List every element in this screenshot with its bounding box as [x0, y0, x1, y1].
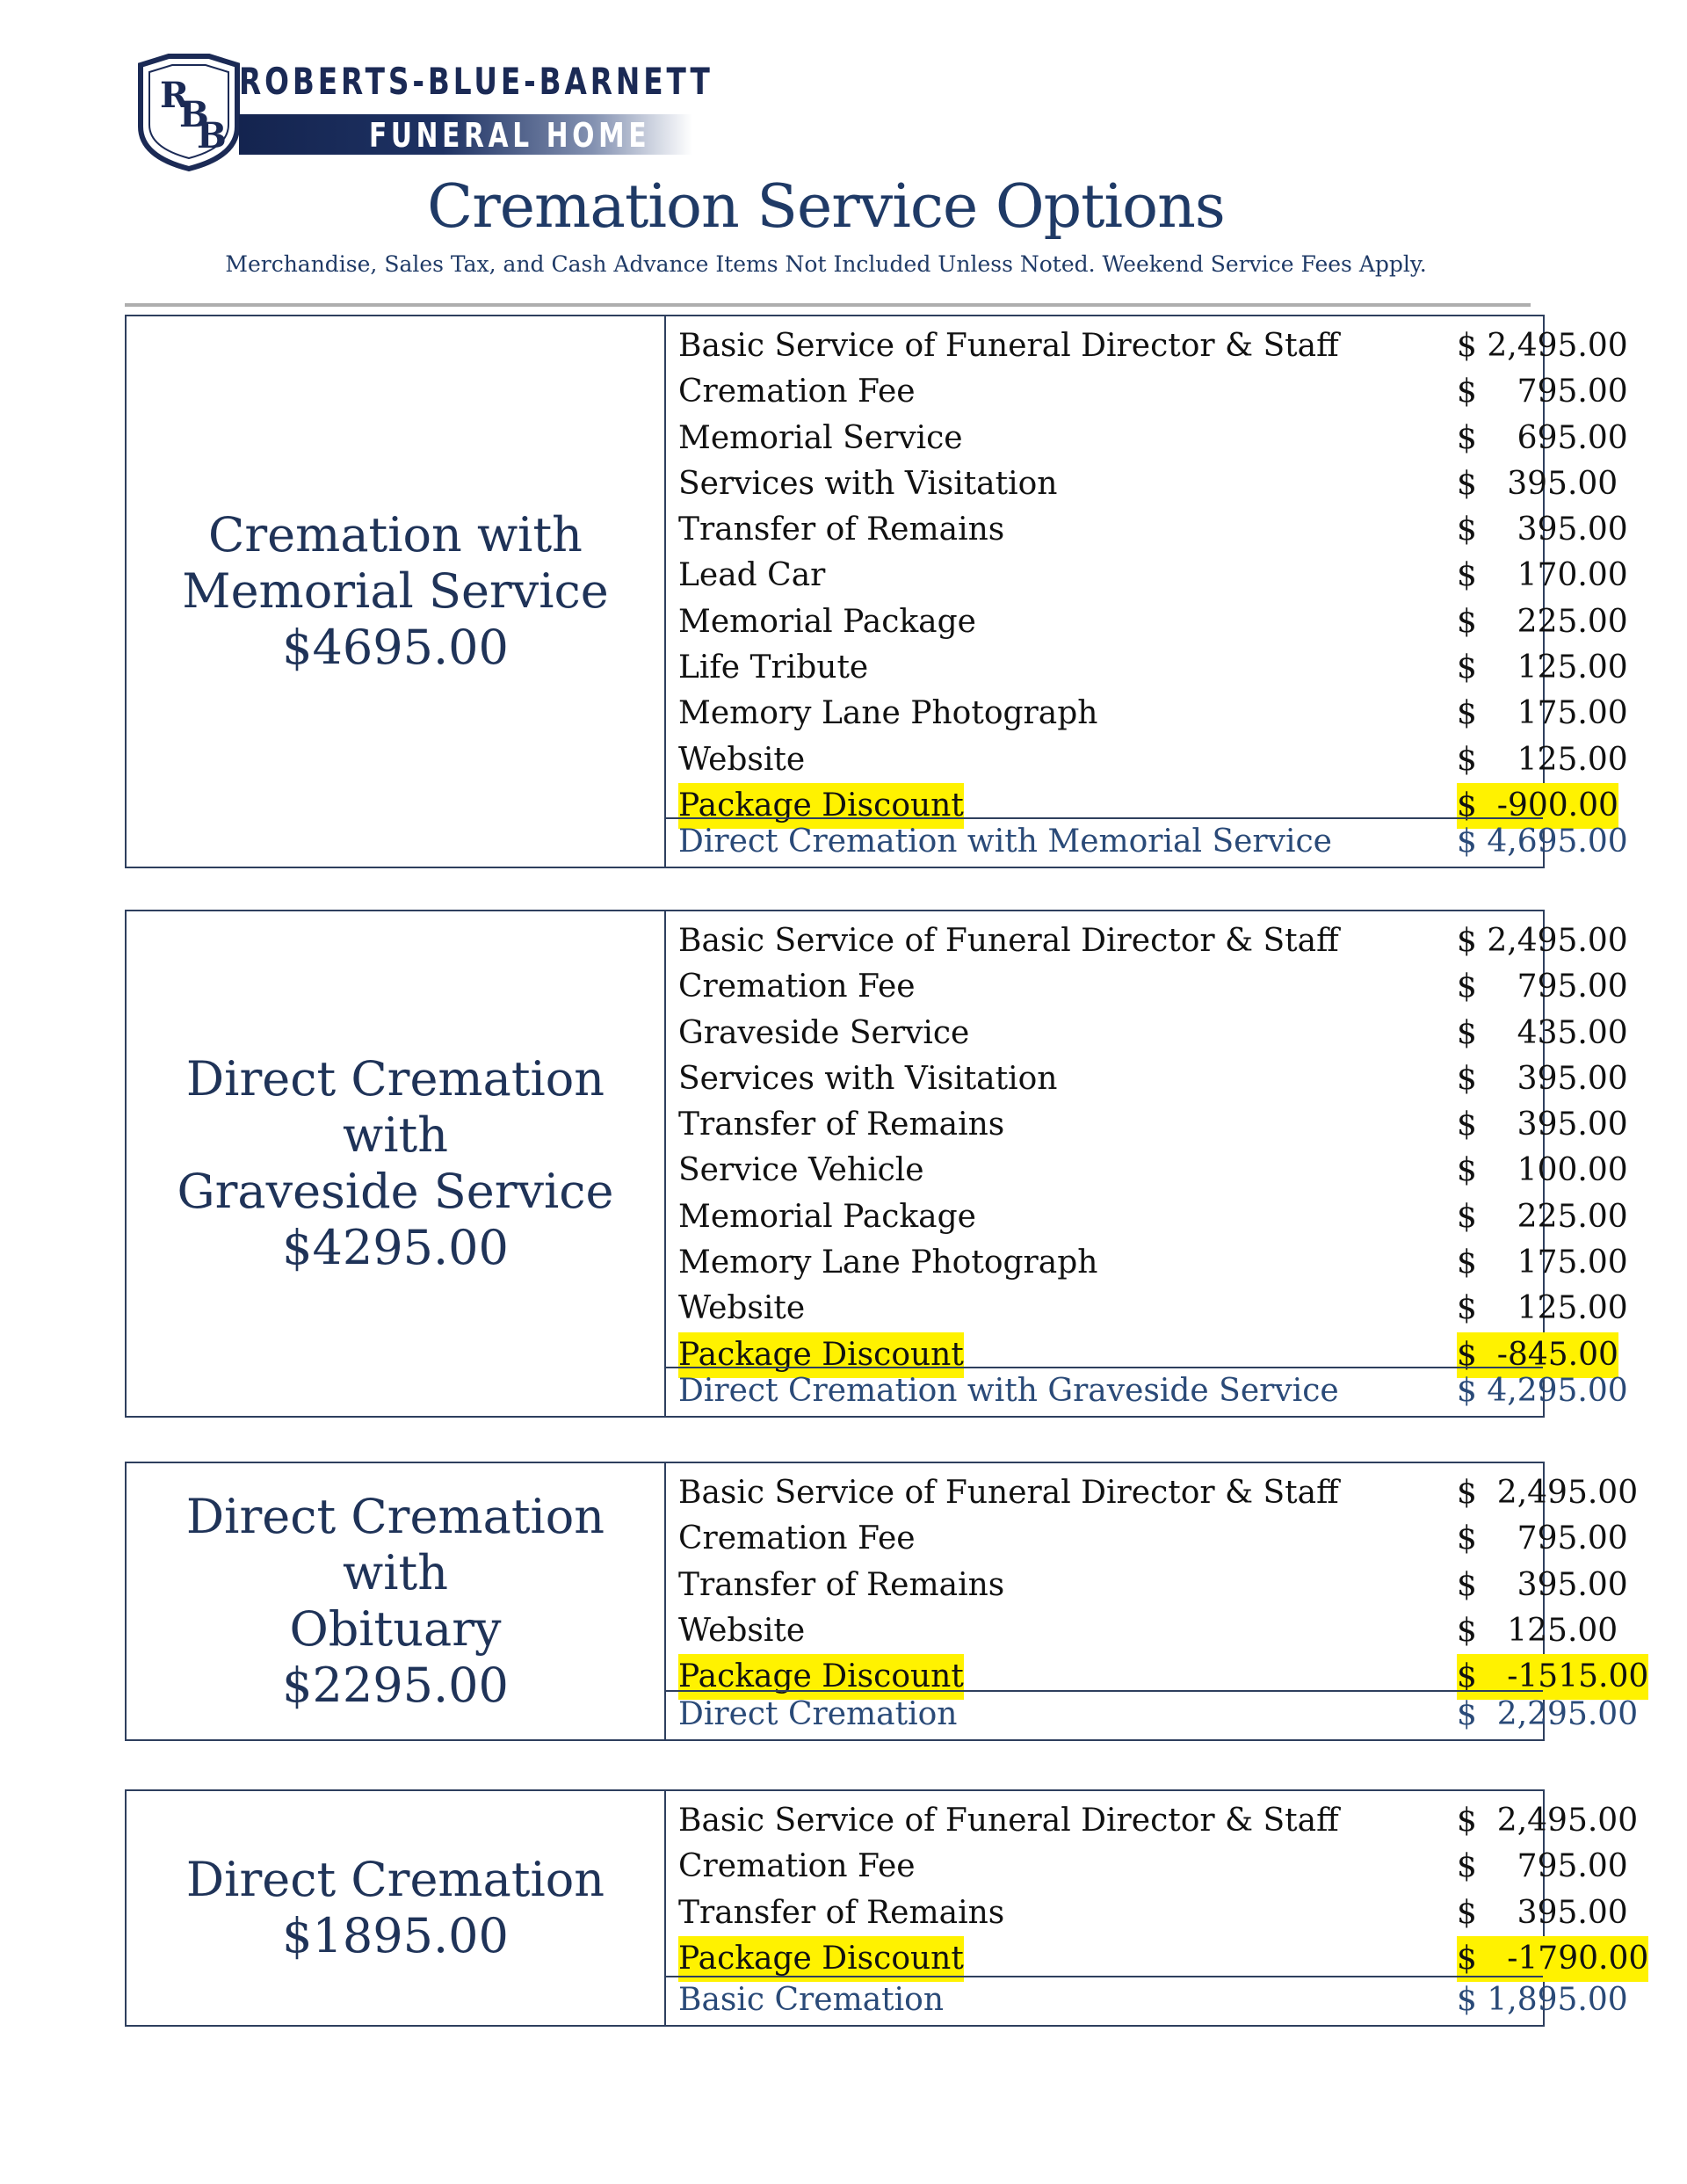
- line-item-amount: $ 795.00: [1457, 374, 1628, 410]
- line-item: [664, 1608, 1618, 1654]
- line-item-label: Cremation Fee: [678, 1848, 916, 1885]
- line-item-amount: $ 435.00: [1457, 1014, 1628, 1051]
- line-item-amount: $ 125.00: [1457, 649, 1628, 686]
- total-label: Direct Cremation with Graveside Service: [678, 1373, 1339, 1409]
- line-item: [664, 323, 1628, 369]
- line-item-label: Cremation Fee: [678, 374, 916, 410]
- line-item-amount: $ 125.00: [1457, 741, 1628, 778]
- line-item-amount: $ 2,495.00: [1457, 1803, 1639, 1839]
- package-total-row: [664, 1367, 1628, 1416]
- line-item-label: Memorial Service: [678, 419, 963, 456]
- line-item-label: Cremation Fee: [678, 1520, 916, 1557]
- line-item-amount: $ 225.00: [1457, 603, 1628, 640]
- line-item: [664, 461, 1618, 507]
- line-item-label: Website: [678, 1290, 806, 1327]
- line-item: [664, 1056, 1628, 1102]
- discount-label: Package Discount: [678, 1332, 964, 1378]
- package-itemization: [664, 1463, 1649, 1739]
- package-summary: [127, 1463, 666, 1739]
- line-item-label: Memory Lane Photograph: [678, 695, 1098, 732]
- brand-name-top: ROBERTS-BLUE-BARNETT: [239, 60, 713, 103]
- discount-label: Package Discount: [678, 1936, 964, 1982]
- line-item: [664, 645, 1628, 691]
- package-total-row: [664, 1690, 1639, 1739]
- package-total-row: [664, 817, 1628, 867]
- line-item-amount: $ 395.00: [1457, 512, 1628, 548]
- line-item: [664, 1563, 1628, 1608]
- line-item-amount: $ 395.00: [1457, 465, 1618, 502]
- line-item-label: Basic Service of Funeral Director & Staff: [678, 328, 1339, 364]
- line-item-amount: $ 125.00: [1457, 1290, 1628, 1327]
- package-title-line: Obituary: [289, 1601, 502, 1657]
- company-logo: [134, 53, 713, 172]
- line-item-label: Lead Car: [678, 557, 826, 594]
- svg-text:B: B: [179, 94, 209, 135]
- total-label: Basic Cremation: [678, 1982, 945, 2018]
- line-item-amount: $ 395.00: [1457, 1060, 1628, 1097]
- line-item-label: Basic Service of Funeral Director & Staff: [678, 1475, 1339, 1511]
- line-item-label: Graveside Service: [678, 1014, 970, 1051]
- total-amount: $ 1,895.00: [1457, 1982, 1628, 2018]
- total-amount: $ 4,295.00: [1457, 1373, 1628, 1409]
- package-price: $4295.00: [282, 1220, 509, 1275]
- line-item-amount: $ 795.00: [1457, 1848, 1628, 1885]
- total-label: Direct Cremation with Memorial Service: [678, 824, 1332, 860]
- line-item: [664, 1011, 1628, 1056]
- line-item-label: Services with Visitation: [678, 1060, 1058, 1097]
- package-price: $1895.00: [282, 1908, 509, 1963]
- package-obituary: [125, 1462, 1649, 1741]
- line-item: [664, 1890, 1628, 1936]
- rbb-shield-icon: [134, 53, 244, 172]
- line-item-label: Memorial Package: [678, 1198, 976, 1235]
- line-item: [664, 1470, 1639, 1516]
- page-title: Cremation Service Options: [427, 172, 1225, 242]
- header-divider: [125, 303, 1531, 307]
- package-itemization: [664, 911, 1628, 1416]
- line-item-amount: $ 395.00: [1457, 1894, 1628, 1931]
- discount-amount: $ -845.00: [1457, 1332, 1618, 1378]
- line-item-amount: $ 170.00: [1457, 557, 1628, 594]
- total-amount: $ 2,295.00: [1457, 1696, 1639, 1732]
- line-item: [664, 1516, 1628, 1562]
- line-item: [664, 737, 1628, 783]
- page-subtitle: Merchandise, Sales Tax, and Cash Advance Items Not Included Unless Noted. Weekend Service Fees Apply.: [225, 251, 1427, 277]
- package-summary: [127, 316, 666, 867]
- line-item: [664, 1240, 1628, 1286]
- package-summary: [127, 1791, 666, 2025]
- line-item-amount: $ 695.00: [1457, 419, 1628, 456]
- total-amount: $ 4,695.00: [1457, 824, 1628, 860]
- line-item-amount: $ 795.00: [1457, 969, 1628, 1005]
- package-summary: [127, 911, 666, 1416]
- discount-label: Package Discount: [678, 783, 964, 829]
- package-direct-cremation: [125, 1789, 1649, 2027]
- line-item-label: Services with Visitation: [678, 465, 1058, 502]
- line-item: [664, 691, 1628, 736]
- line-item-label: Transfer of Remains: [678, 1894, 1005, 1931]
- discount-amount: $ -900.00: [1457, 783, 1618, 829]
- line-item-label: Transfer of Remains: [678, 1107, 1005, 1143]
- package-title-line: Direct Cremation with: [185, 1489, 605, 1600]
- total-label: Direct Cremation: [678, 1696, 958, 1732]
- line-item: [664, 964, 1628, 1010]
- line-item: [664, 416, 1628, 461]
- line-item: [664, 1102, 1628, 1148]
- package-title-line: Memorial Service: [182, 563, 609, 619]
- line-item-label: Cremation Fee: [678, 969, 916, 1005]
- line-item-label: Transfer of Remains: [678, 512, 1005, 548]
- package-title-line: Direct Cremation: [185, 1852, 605, 1907]
- line-item-amount: $ 395.00: [1457, 1566, 1628, 1603]
- discount-amount: $ -1790.00: [1457, 1936, 1648, 1982]
- line-item-amount: $ 795.00: [1457, 1520, 1628, 1557]
- line-item-amount: $ 175.00: [1457, 1244, 1628, 1281]
- line-item: [664, 553, 1628, 599]
- line-item-label: Memorial Package: [678, 603, 976, 640]
- line-item: [664, 369, 1628, 415]
- line-item-amount: $ 175.00: [1457, 695, 1628, 732]
- line-item-label: Memory Lane Photograph: [678, 1244, 1098, 1281]
- line-item: [664, 1194, 1628, 1240]
- package-itemization: [664, 1791, 1649, 2025]
- line-item: [664, 1798, 1639, 1844]
- line-item-label: Website: [678, 1612, 806, 1649]
- package-memorial-service: [125, 315, 1628, 868]
- package-title-line: Cremation with: [208, 507, 583, 562]
- line-item-amount: $ 2,495.00: [1457, 923, 1628, 959]
- line-item: [664, 1148, 1628, 1194]
- line-item-label: Transfer of Remains: [678, 1566, 1005, 1603]
- line-item-label: Service Vehicle: [678, 1152, 924, 1189]
- line-item: [664, 507, 1628, 553]
- line-item: [664, 918, 1628, 964]
- line-item-amount: $ 100.00: [1457, 1152, 1628, 1189]
- package-price: $2295.00: [282, 1658, 509, 1713]
- line-item-label: Life Tribute: [678, 649, 869, 686]
- package-total-row: [664, 1976, 1628, 2025]
- svg-text:B: B: [197, 115, 227, 156]
- package-title-line: Graveside Service: [177, 1164, 614, 1219]
- line-item: [664, 1844, 1628, 1890]
- brand-name-bottom: FUNERAL HOME: [369, 116, 651, 155]
- line-item: [664, 599, 1628, 645]
- discount-label: Package Discount: [678, 1654, 964, 1700]
- package-price: $4695.00: [282, 620, 509, 675]
- package-title-line: Direct Cremation with: [185, 1051, 605, 1163]
- line-item-amount: $ 2,495.00: [1457, 328, 1628, 364]
- line-item-label: Basic Service of Funeral Director & Staff: [678, 1803, 1339, 1839]
- line-item-amount: $ 225.00: [1457, 1198, 1628, 1235]
- svg-text:R: R: [160, 75, 190, 116]
- line-item-label: Basic Service of Funeral Director & Staff: [678, 923, 1339, 959]
- line-item-label: Website: [678, 741, 806, 778]
- package-graveside-service: [125, 910, 1628, 1418]
- line-item-amount: $ 395.00: [1457, 1107, 1628, 1143]
- package-itemization: [664, 316, 1628, 867]
- line-item-amount: $ 125.00: [1457, 1612, 1618, 1649]
- discount-amount: $ -1515.00: [1457, 1654, 1648, 1700]
- line-item-amount: $ 2,495.00: [1457, 1475, 1639, 1511]
- line-item: [664, 1286, 1628, 1331]
